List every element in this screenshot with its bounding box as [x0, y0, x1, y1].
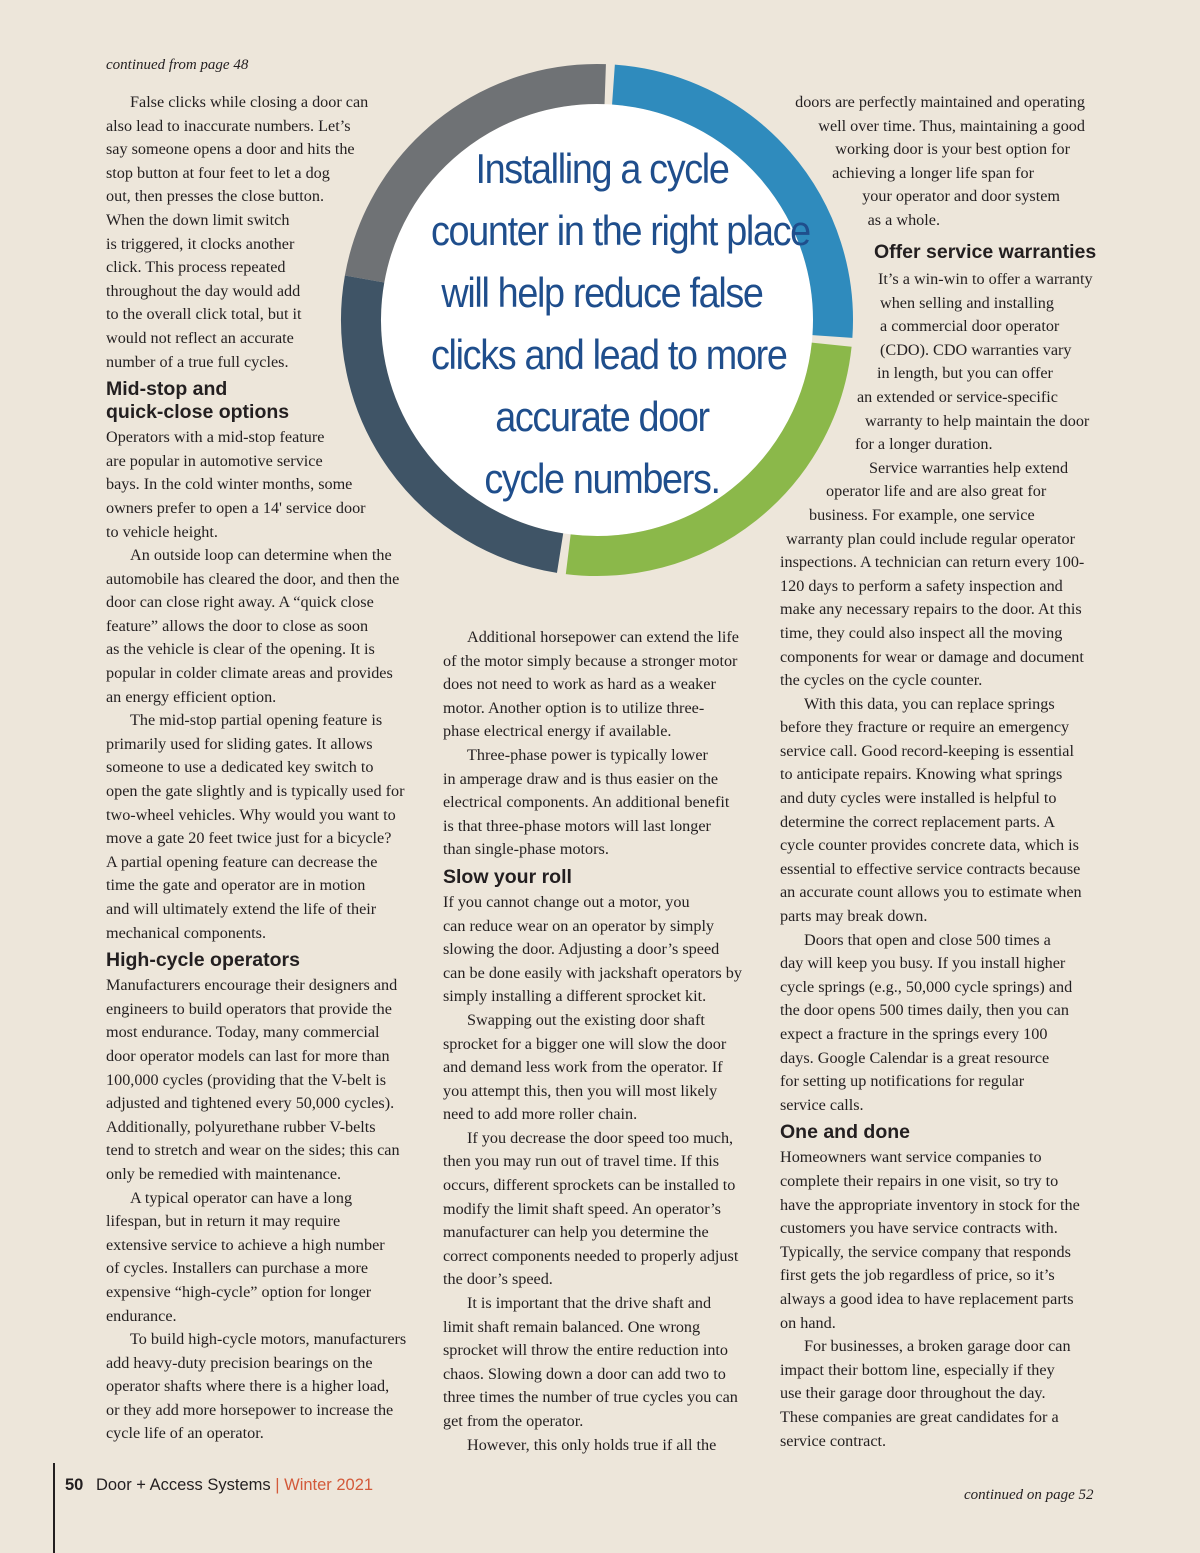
- text-line: add heavy-duty precision bearings on the: [106, 1353, 373, 1372]
- paragraph: [443, 744, 742, 862]
- text-line: service contract.: [780, 1431, 887, 1450]
- text-line: cycle springs (e.g., 50,000 cycle springs) and: [780, 977, 1073, 996]
- text-line: operator shafts where there is a higher load,: [106, 1377, 390, 1396]
- text-line: slowing the door. Adjusting a door’s speed: [443, 940, 720, 959]
- heading-line: Mid-stop and: [106, 378, 228, 401]
- article-column-2: [443, 626, 742, 1457]
- text-line: day will keep you busy. If you install higher: [780, 954, 1066, 973]
- text-line: feature” allows the door to close as soon: [106, 616, 369, 635]
- text-line: than single-phase motors.: [443, 840, 609, 859]
- paragraph: [106, 1187, 406, 1329]
- text-line: can reduce wear on an operator by simply: [443, 916, 715, 935]
- text-line: motor. Another option is to utilize three-: [443, 698, 705, 717]
- text-line: is that three-phase motors will last longer: [443, 816, 711, 835]
- text-line: If you cannot change out a motor, you: [443, 892, 690, 911]
- text-line: impact their bottom line, especially if they: [780, 1360, 1055, 1379]
- pull-quote-line: counter in the right place: [431, 207, 810, 254]
- text-line: always a good idea to have replacement parts: [780, 1289, 1074, 1308]
- text-line: For businesses, a broken garage door can: [804, 1337, 1071, 1356]
- text-line: to the overall click total, but it: [106, 305, 302, 324]
- pull-quote-line: cycle numbers.: [484, 455, 720, 502]
- text-line: when selling and installing: [880, 293, 1054, 312]
- text-line: A typical operator can have a long: [130, 1188, 353, 1207]
- text-line: to vehicle height.: [106, 522, 218, 541]
- text-line: then you may run out of travel time. If this: [443, 1152, 720, 1171]
- text-line: service calls.: [780, 1095, 864, 1114]
- text-line: of cycles. Installers can purchase a more: [106, 1259, 369, 1278]
- heading-line: quick-close options: [106, 401, 290, 424]
- text-line: endurance.: [106, 1306, 177, 1325]
- text-line: 120 days to perform a safety inspection and: [780, 576, 1063, 595]
- text-line: the door opens 500 times daily, then you can: [780, 1001, 1069, 1020]
- article-column-1: [106, 91, 406, 1446]
- text-line: business. For example, one service: [809, 505, 1035, 524]
- text-line: sprocket for a bigger one will slow the door: [443, 1034, 727, 1053]
- paragraph: [443, 891, 742, 1009]
- text-line: number of a true full cycles.: [106, 352, 289, 371]
- text-line: (CDO). CDO warranties vary: [880, 340, 1072, 359]
- text-line: Service warranties help extend: [869, 458, 1069, 477]
- paragraph: [443, 626, 742, 744]
- text-line: an extended or service-specific: [857, 387, 1058, 406]
- text-line: complete their repairs in one visit, so try to: [780, 1171, 1059, 1190]
- pull-quote-line: clicks and lead to more: [431, 331, 787, 378]
- text-line: first gets the job regardless of price, so it’s: [780, 1266, 1055, 1285]
- text-line: does not need to work as hard as a weaker: [443, 675, 716, 694]
- section-heading-warranties: Offer service warranties: [874, 241, 1097, 263]
- text-line: and demand less work from the operator. If: [443, 1058, 723, 1077]
- text-line: simply installing a different sprocket kit.: [443, 987, 707, 1006]
- text-line: a commercial door operator: [880, 317, 1060, 336]
- text-line: an energy efficient option.: [106, 687, 277, 706]
- text-line: warranty to help maintain the door: [865, 411, 1090, 430]
- section-heading-high-cycle: High-cycle operators: [106, 949, 300, 972]
- text-line: the door’s speed.: [443, 1270, 553, 1289]
- paragraph: [443, 1434, 742, 1458]
- publication-name: Door + Access Systems: [95, 1476, 271, 1494]
- text-line: Operators with a mid-stop feature: [106, 428, 325, 447]
- text-line: two-wheel vehicles. Why would you want to: [106, 805, 396, 824]
- text-line: warranty plan could include regular operator: [786, 529, 1076, 548]
- text-line: can be done easily with jackshaft operators by: [443, 963, 742, 982]
- text-line: is triggered, it clocks another: [106, 234, 295, 253]
- text-line: automobile has cleared the door, and then the: [106, 569, 400, 588]
- text-line: only be remedied with maintenance.: [106, 1164, 342, 1183]
- pull-quote-line: will help reduce false: [441, 269, 763, 316]
- text-line: door can close right away. A “quick close: [106, 593, 374, 612]
- text-line: achieving a longer life span for: [832, 163, 1034, 182]
- text-line: adjusted and tightened every 50,000 cycles).: [106, 1094, 395, 1113]
- text-line: door operator models can last for more than: [106, 1046, 390, 1065]
- text-line: limit shaft remain balanced. One wrong: [443, 1317, 701, 1336]
- text-line: Homeowners want service companies to: [780, 1148, 1042, 1167]
- text-line: modify the limit shaft speed. An operator’s: [443, 1199, 721, 1218]
- text-line: working door is your best option for: [835, 140, 1070, 159]
- text-line: someone to use a dedicated key switch to: [106, 758, 374, 777]
- text-line: mechanical components.: [106, 923, 267, 942]
- text-line: most endurance. Today, many commercial: [106, 1023, 380, 1042]
- text-line: It’s a win-win to offer a warranty: [878, 270, 1093, 288]
- text-line: doors are perfectly maintained and operating: [795, 93, 1085, 111]
- page-number: 50: [65, 1476, 84, 1494]
- text-line: in amperage draw and is thus easier on the: [443, 769, 719, 788]
- text-line: Typically, the service company that responds: [780, 1242, 1071, 1261]
- text-line: lifespan, but in return it may require: [106, 1212, 341, 1231]
- text-line: well over time. Thus, maintaining a good: [818, 116, 1085, 135]
- text-line: The mid-stop partial opening feature is: [130, 711, 383, 730]
- text-line: move a gate 20 feet twice just for a bicycle?: [106, 829, 392, 848]
- text-line: components for wear or damage and document: [780, 647, 1084, 666]
- text-line: expensive “high-cycle” option for longer: [106, 1282, 372, 1301]
- text-line: phase electrical energy if available.: [443, 722, 672, 741]
- text-line: 100,000 cycles (providing that the V-belt is: [106, 1070, 387, 1089]
- text-line: Additionally, polyurethane rubber V-belts: [106, 1117, 376, 1136]
- text-line: False clicks while closing a door can: [130, 93, 369, 111]
- text-line: determine the correct replacement parts. A: [780, 812, 1056, 831]
- text-line: An outside loop can determine when the: [130, 546, 392, 565]
- text-line: chaos. Slowing down a door can add two to: [443, 1364, 726, 1383]
- text-line: open the gate slightly and is typically used for: [106, 782, 405, 801]
- text-line: are popular in automotive service: [106, 451, 323, 470]
- text-line: days. Google Calendar is a great resource: [780, 1048, 1050, 1067]
- pull-quote: [431, 138, 810, 510]
- paragraph: [106, 974, 406, 1186]
- text-line: To build high-cycle motors, manufacturers: [130, 1330, 407, 1349]
- pull-quote-line: accurate door: [495, 393, 709, 440]
- text-line: you attempt this, then you will most likely: [443, 1081, 718, 1100]
- paragraph: [106, 709, 406, 945]
- text-line: However, this only holds true if all the: [467, 1435, 717, 1454]
- text-line: in length, but you can offer: [877, 364, 1053, 383]
- text-line: out, then presses the close button.: [106, 187, 325, 206]
- paragraph: [780, 693, 1093, 929]
- text-line: It is important that the drive shaft and: [467, 1294, 712, 1313]
- text-line: time, they could also inspect all the moving: [780, 623, 1063, 642]
- text-line: engineers to build operators that provide the: [106, 999, 392, 1018]
- section-heading-midstop: [106, 378, 406, 424]
- paragraph: [106, 544, 406, 709]
- text-line: tend to stretch and wear on the sides; this can: [106, 1141, 400, 1160]
- text-line: would not reflect an accurate: [106, 328, 294, 347]
- paragraph: [443, 1292, 742, 1434]
- text-line: extensive service to achieve a high number: [106, 1235, 385, 1254]
- text-line: need to add more roller chain.: [443, 1105, 638, 1124]
- paragraph: [780, 929, 1093, 1118]
- text-line: on hand.: [780, 1313, 836, 1332]
- paragraph: [106, 1328, 406, 1446]
- text-line: occurs, different sprockets can be installed to: [443, 1176, 736, 1195]
- paragraph: [106, 91, 406, 374]
- text-line: inspections. A technician can return every 100-: [780, 553, 1085, 572]
- text-line: If you decrease the door speed too much,: [467, 1128, 734, 1147]
- section-heading-slow-your-roll: Slow your roll: [443, 865, 572, 888]
- text-line: and duty cycles were installed is helpful to: [780, 789, 1057, 808]
- text-line: expect a fracture in the springs every 100: [780, 1025, 1048, 1043]
- text-line: click. This process repeated: [106, 258, 286, 277]
- text-line: or they add more horsepower to increase the: [106, 1400, 394, 1419]
- text-line: operator life and are also great for: [826, 482, 1047, 501]
- text-line: electrical components. An additional benefit: [443, 793, 730, 812]
- text-line: throughout the day would add: [106, 281, 301, 300]
- text-line: get from the operator.: [443, 1412, 584, 1430]
- text-line: Doors that open and close 500 times a: [804, 930, 1051, 949]
- text-line: parts may break down.: [780, 907, 928, 926]
- text-line: before they fracture or require an emergency: [780, 718, 1070, 737]
- continued-from-note: continued from page 48: [106, 57, 249, 73]
- paragraph: [760, 91, 1090, 233]
- paragraph: [443, 1127, 742, 1292]
- footer-rule: [53, 1463, 55, 1553]
- text-line: bays. In the cold winter months, some: [106, 475, 353, 494]
- text-line: cycle life of an operator.: [106, 1424, 264, 1443]
- text-line: sprocket will throw the entire reduction into: [443, 1341, 729, 1360]
- continued-on-note: continued on page 52: [964, 1487, 1094, 1503]
- text-line: These companies are great candidates for a: [780, 1407, 1059, 1426]
- footer-separator: |: [275, 1476, 280, 1494]
- text-line: make any necessary repairs to the door. At this: [780, 600, 1082, 619]
- paragraph: [780, 1335, 1093, 1453]
- text-line: have the appropriate inventory in stock for the: [780, 1195, 1080, 1214]
- text-line: the cycles on the cycle counter.: [780, 671, 983, 690]
- text-line: A partial opening feature can decrease the: [106, 852, 378, 871]
- paragraph: [106, 426, 406, 544]
- section-heading-one-and-done: One and done: [780, 1121, 911, 1144]
- issue-label: Winter 2021: [284, 1476, 374, 1494]
- text-line: for a longer duration.: [855, 435, 993, 454]
- text-line: as the vehicle is clear of the opening. It is: [106, 640, 375, 659]
- text-line: three times the number of true cycles you can: [443, 1388, 738, 1407]
- text-line: When the down limit switch: [106, 210, 290, 229]
- text-line: owners prefer to open a 14' service door: [106, 498, 366, 517]
- pull-quote-line: Installing a cycle: [475, 145, 729, 192]
- page-footer: [65, 1476, 373, 1495]
- text-line: to anticipate repairs. Knowing what springs: [780, 765, 1063, 784]
- text-line: say someone opens a door and hits the: [106, 140, 355, 159]
- text-line: use their garage door throughout the day.: [780, 1384, 1046, 1403]
- text-line: manufacturer can help you determine the: [443, 1223, 709, 1242]
- text-line: an accurate count allows you to estimate when: [780, 883, 1082, 902]
- text-line: With this data, you can replace springs: [804, 694, 1055, 713]
- text-line: stop button at four feet to let a dog: [106, 163, 330, 182]
- text-line: essential to effective service contracts because: [780, 859, 1081, 878]
- text-line: Swapping out the existing door shaft: [467, 1010, 705, 1029]
- paragraph: [443, 1009, 742, 1127]
- text-line: Three-phase power is typically lower: [467, 745, 708, 764]
- text-line: popular in colder climate areas and provides: [106, 664, 393, 683]
- text-line: service call. Good record-keeping is essential: [780, 741, 1074, 760]
- text-line: as a whole.: [867, 210, 940, 229]
- text-line: Additional horsepower can extend the life: [467, 628, 739, 646]
- text-line: also lead to inaccurate numbers. Let’s: [106, 116, 351, 135]
- text-line: time the gate and operator are in motion: [106, 876, 366, 895]
- text-line: customers you have service contracts with.: [780, 1219, 1058, 1238]
- text-line: cycle counter provides concrete data, which is: [780, 836, 1079, 855]
- text-line: for setting up notifications for regular: [780, 1072, 1025, 1091]
- article-column-3-wrap: [760, 91, 1090, 233]
- text-line: correct components needed to properly adjust: [443, 1246, 739, 1265]
- text-line: primarily used for sliding gates. It allows: [106, 734, 373, 753]
- text-line: of the motor simply because a stronger motor: [443, 651, 738, 670]
- text-line: and will ultimately extend the life of their: [106, 900, 377, 918]
- article-column-3-wrap-2: [780, 268, 1093, 1453]
- paragraph: [780, 1146, 1093, 1335]
- text-line: your operator and door system: [862, 187, 1060, 206]
- text-line: Manufacturers encourage their designers and: [106, 976, 398, 995]
